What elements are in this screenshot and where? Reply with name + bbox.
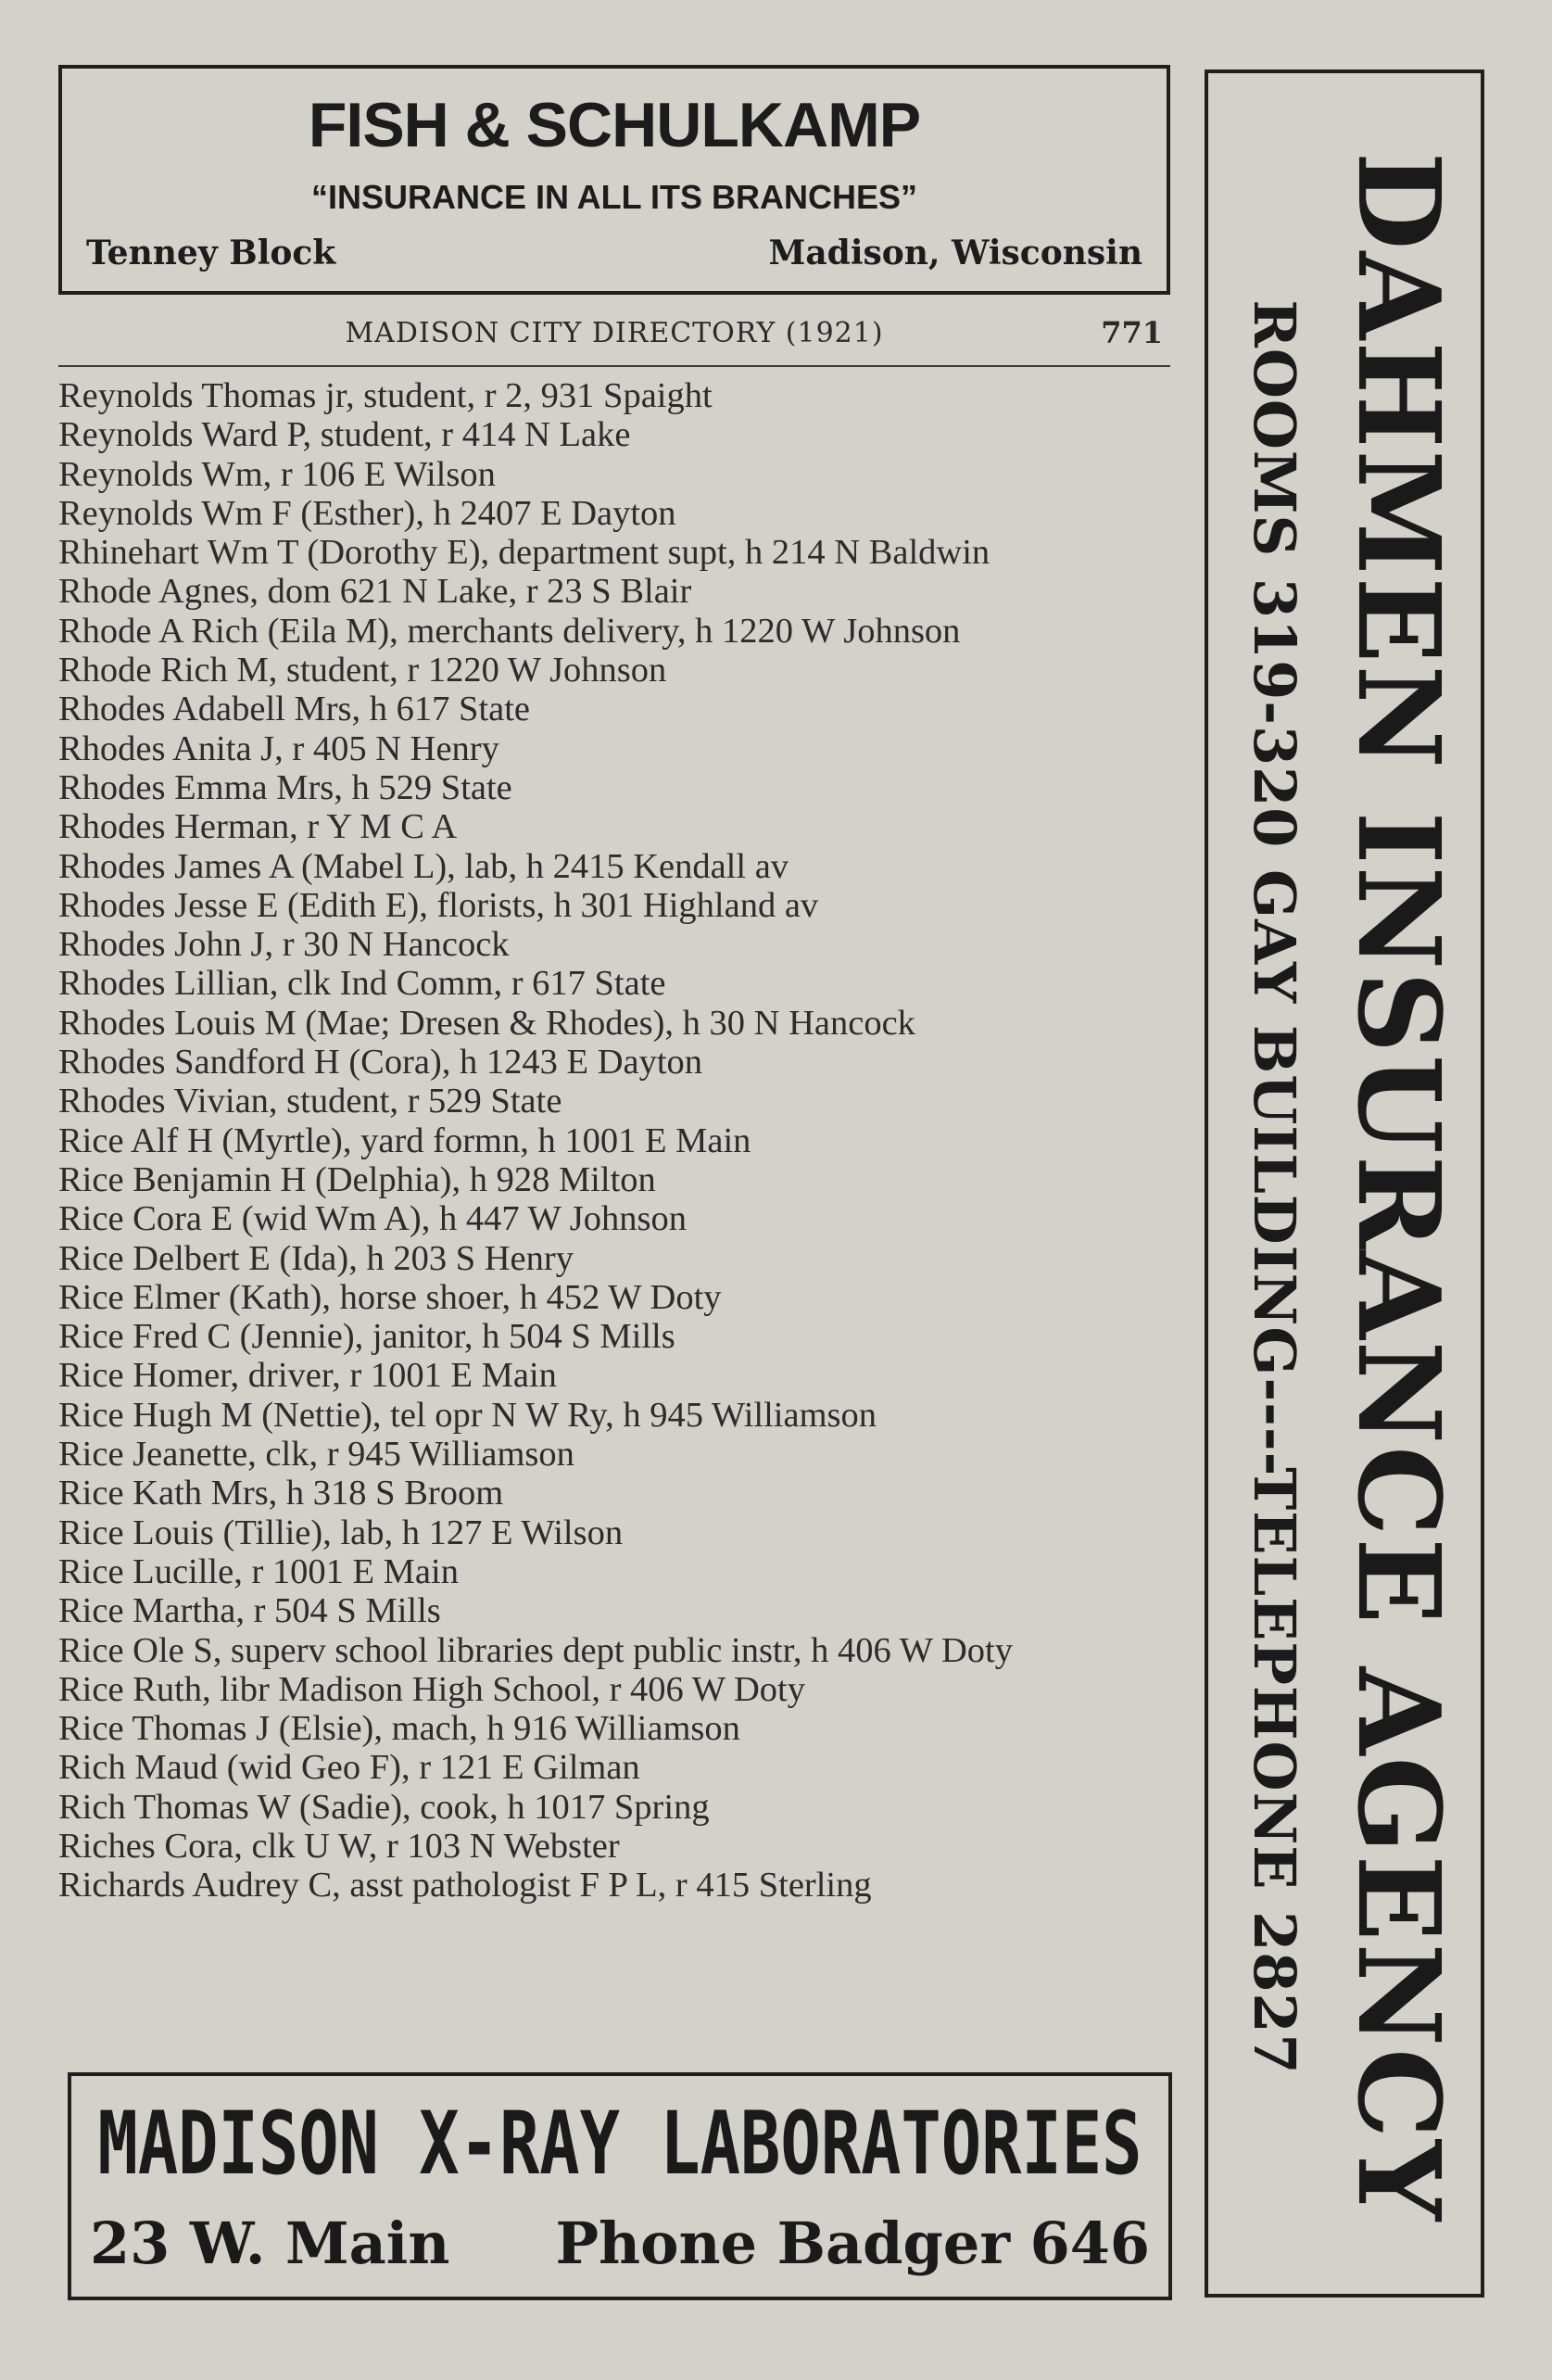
directory-entry: Rice Thomas J (Elsie), mach, h 916 Williamson	[58, 1709, 740, 1749]
directory-entries	[58, 376, 1175, 1905]
directory-entry: Reynolds Ward P, student, r 414 N Lake	[58, 415, 631, 455]
ad-city: Madison, Wisconsin	[768, 234, 1142, 272]
directory-entry: Reynolds Wm, r 106 E Wilson	[58, 454, 496, 494]
directory-entry: Rhinehart Wm T (Dorothy E), department supt, h 214 N Baldwin	[58, 533, 991, 573]
page-number: 771	[1101, 315, 1163, 350]
directory-entry: Rice Jeanette, clk, r 945 Williamson	[58, 1435, 574, 1475]
directory-entry: Rice Kath Mrs, h 318 S Broom	[58, 1474, 504, 1513]
ad-company-name: MADISON X-RAY LABORATORIES	[97, 2093, 1142, 2195]
running-header	[58, 311, 1170, 367]
directory-entry: Rice Delbert E (Ida), h 203 S Henry	[58, 1238, 574, 1278]
xray-laboratories-ad	[68, 2072, 1172, 2300]
directory-entry: Riches Cora, clk U W, r 103 N Webster	[58, 1826, 620, 1866]
directory-entry: Rice Martha, r 504 S Mills	[58, 1591, 441, 1631]
directory-entry: Rhodes Adabell Mrs, h 617 State	[58, 690, 531, 729]
directory-entry: Rhodes Anita J, r 405 N Henry	[58, 728, 499, 768]
ad-tagline: “INSURANCE IN ALL ITS BRANCHES”	[310, 178, 918, 216]
directory-entry: Rice Cora E (wid Wm A), h 447 W Johnson	[58, 1199, 687, 1239]
ad-phone: Phone Badger 646	[555, 2209, 1150, 2277]
directory-entry: Reynolds Wm F (Esther), h 2407 E Dayton	[58, 493, 676, 533]
directory-entry: Rhodes Louis M (Mae; Dresen & Rhodes), h 30 N Hancock	[58, 1003, 915, 1043]
directory-entry: Rhodes Emma Mrs, h 529 State	[58, 767, 512, 807]
directory-entry: Rhode Rich M, student, r 1220 W Johnson	[58, 651, 667, 690]
directory-entry: Rice Lucille, r 1001 E Main	[58, 1551, 459, 1591]
directory-entry: Rhodes James A (Mabel L), lab, h 2415 Kendall av	[58, 846, 789, 886]
directory-entry: Richards Audrey C, asst pathologist F P L, r 415 Sterling	[58, 1866, 872, 1905]
directory-entry: Rhodes Jesse E (Edith E), florists, h 301 Highland av	[58, 885, 819, 925]
directory-entry: Rice Ruth, libr Madison High School, r 406 W Doty	[58, 1669, 805, 1709]
directory-entry: Rice Ole S, superv school libraries dept public instr, h 406 W Doty	[58, 1630, 1013, 1670]
directory-entry: Rhodes John J, r 30 N Hancock	[58, 925, 510, 965]
directory-entry: Rice Alf H (Myrtle), yard formn, h 1001 E Main	[58, 1120, 751, 1160]
fish-schulkamp-ad	[58, 65, 1170, 295]
dahmen-insurance-ad	[1205, 70, 1484, 2298]
ad-company-name: DAHMEN INSURANCE AGENCY	[1332, 151, 1466, 2223]
directory-entry: Rhode Agnes, dom 621 N Lake, r 23 S Blair	[58, 572, 692, 612]
directory-entry: Rhodes Herman, r Y M C A	[58, 807, 458, 847]
directory-entry: Rhode A Rich (Eila M), merchants delivery, h 1220 W Johnson	[58, 611, 961, 651]
ad-address: 23 W. Main	[90, 2209, 450, 2277]
directory-entry: Rice Benjamin H (Delphia), h 928 Milton	[58, 1159, 656, 1199]
directory-entry: Rice Louis (Tillie), lab, h 127 E Wilson	[58, 1513, 624, 1552]
directory-entry: Rice Fred C (Jennie), janitor, h 504 S Mills	[58, 1317, 675, 1357]
directory-title: MADISON CITY DIRECTORY (1921)	[345, 317, 884, 349]
directory-entry: Rich Thomas W (Sadie), cook, h 1017 Spring	[58, 1787, 710, 1827]
directory-entry: Rich Maud (wid Geo F), r 121 E Gilman	[58, 1748, 640, 1788]
directory-entry: Rice Hugh M (Nettie), tel opr N W Ry, h 945 Williamson	[58, 1395, 877, 1435]
rotated-ad-content	[1223, 121, 1473, 2253]
ad-company-name: FISH & SCHULKAMP	[308, 90, 921, 160]
directory-entry: Rice Elmer (Kath), horse shoer, h 452 W Doty	[58, 1277, 722, 1317]
ad-building: Tenney Block	[86, 234, 336, 272]
directory-entry: Rhodes Lillian, clk Ind Comm, r 617 State	[58, 964, 666, 1004]
directory-entry: Rice Homer, driver, r 1001 E Main	[58, 1356, 557, 1396]
ad-info: ROOMS 319-320 GAY BUILDING----TELEPHONE 2827	[1241, 299, 1308, 2075]
directory-entry: Reynolds Thomas jr, student, r 2, 931 Spaight	[58, 376, 713, 415]
directory-entry: Rhodes Sandford H (Cora), h 1243 E Dayton	[58, 1043, 703, 1082]
directory-entry: Rhodes Vivian, student, r 529 State	[58, 1082, 562, 1121]
